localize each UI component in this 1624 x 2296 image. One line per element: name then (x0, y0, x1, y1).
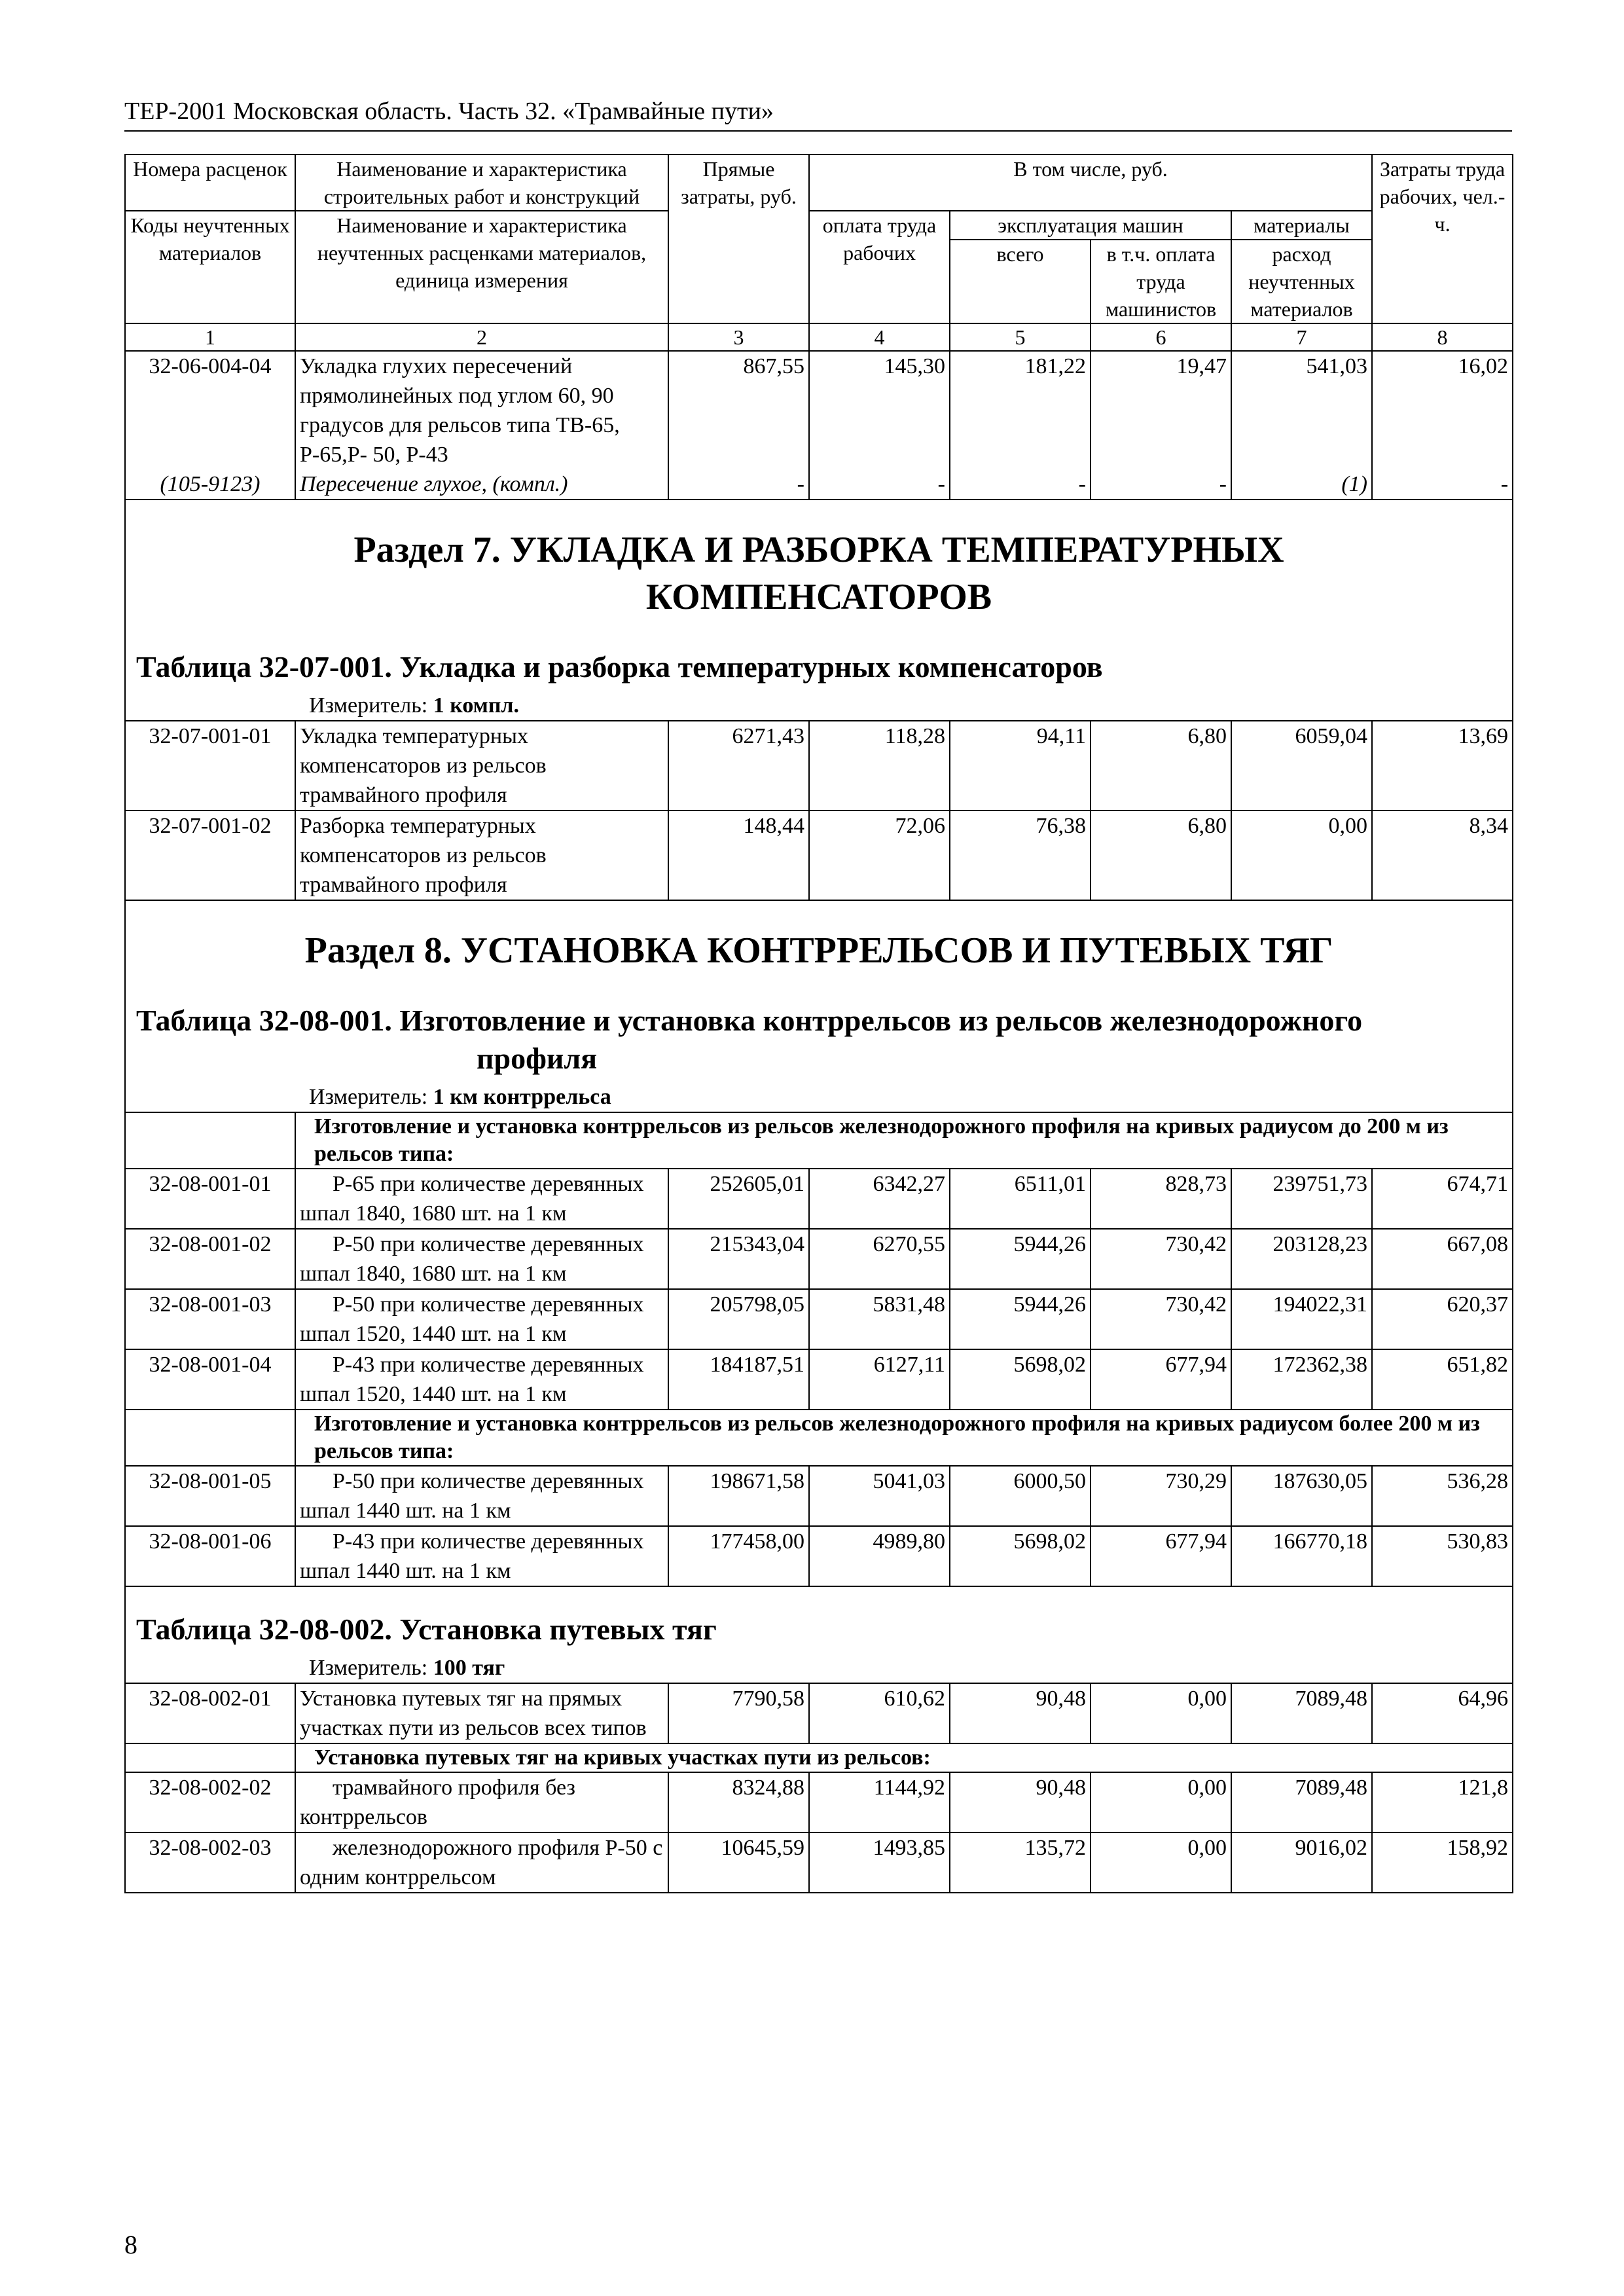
cell-labor-hours: 620,37 (1372, 1289, 1513, 1349)
col-number: 8 (1372, 323, 1513, 351)
material-name: Пересечение глухое, (компл.) (295, 469, 668, 500)
cell-direct-cost: 148,44 (668, 811, 809, 900)
table-32-08-002-title: Таблица 32-08-002. Установка путевых тяг (136, 1613, 717, 1646)
cell-labor-hours: 8,34 (1372, 811, 1513, 900)
col-number: 7 (1231, 323, 1372, 351)
row-name (295, 1832, 668, 1893)
cell-labor-pay: 6270,55 (809, 1229, 950, 1289)
row-name-text: Р-43 при количестве деревянных шпал 1520, 1440 шт. на 1 км (300, 1353, 644, 1406)
cell-direct-cost: - (668, 469, 809, 500)
col6-header: в т.ч. оплата труда машинистов (1091, 240, 1231, 323)
cell-materials: 172362,38 (1231, 1349, 1372, 1410)
cell-materials: 239751,73 (1231, 1169, 1372, 1229)
row-name: Установка путевых тяг на прямых участках пути из рельсов всех типов (295, 1683, 668, 1743)
col1-top-header: Номера расценок (125, 155, 295, 211)
measure-value: 1 компл. (433, 693, 520, 718)
col2-top-header: Наименование и характеристика строительных работ и конструкций (295, 155, 668, 211)
cell-labor-hours: 121,8 (1372, 1772, 1513, 1832)
section-7-title (126, 500, 1512, 640)
cell-direct-cost: 8324,88 (668, 1772, 809, 1832)
cell-direct-cost: 7790,58 (668, 1683, 809, 1743)
table-row (125, 1289, 1513, 1349)
cell-labor-pay: 6127,11 (809, 1349, 950, 1410)
machines-header: эксплуатация машин (950, 211, 1231, 240)
cell-materials: 9016,02 (1231, 1832, 1372, 1893)
row-name (295, 1349, 668, 1410)
table-title-line2: профиля (477, 1042, 598, 1075)
cell-machinists-pay: 0,00 (1091, 1683, 1231, 1743)
header-divider (124, 130, 1512, 132)
row-name-text: железнодорожного профиля Р-50 с одним контррельсом (300, 1836, 663, 1889)
cell-materials: 6059,04 (1231, 721, 1372, 811)
cell-direct-cost: 867,55 (668, 351, 809, 469)
rates-table (124, 154, 1513, 1893)
table-32-08-001-title (126, 994, 1512, 1083)
cell-machinists-pay: 6,80 (1091, 721, 1231, 811)
cell-labor-hours: 64,96 (1372, 1683, 1513, 1743)
cell-materials: 7089,48 (1231, 1772, 1372, 1832)
incl-header: В том числе, руб. (809, 155, 1372, 211)
page-header: ТЕР-2001 Московская область. Часть 32. «Трамвайные пути» (124, 98, 774, 125)
table-row (125, 1832, 1513, 1893)
col-number: 5 (950, 323, 1091, 351)
cell-machinists-pay: 0,00 (1091, 1832, 1231, 1893)
cell-direct-cost: 252605,01 (668, 1169, 809, 1229)
cell-machines-total: 5698,02 (950, 1526, 1091, 1586)
cell-machines-total: 5944,26 (950, 1229, 1091, 1289)
cell-labor-hours: 667,08 (1372, 1229, 1513, 1289)
row-name: Разборка температурных компенсаторов из рельсов трамвайного профиля (295, 811, 668, 900)
row-name (295, 1229, 668, 1289)
row-code: 32-08-001-02 (125, 1229, 295, 1289)
row-code: 32-08-002-01 (125, 1683, 295, 1743)
cell-labor-pay: - (809, 469, 950, 500)
cell-materials: (1) (1231, 469, 1372, 500)
row-name (295, 1772, 668, 1832)
table-row (125, 1349, 1513, 1410)
measure-unit (126, 691, 1512, 720)
row-name-text: Р-50 при количестве деревянных шпал 1440 шт. на 1 км (300, 1469, 644, 1523)
section-7-title-line1: Раздел 7. УКЛАДКА И РАЗБОРКА ТЕМПЕРАТУРНЫХ (353, 530, 1284, 570)
col-number: 3 (668, 323, 809, 351)
cell-machines-total: 5944,26 (950, 1289, 1091, 1349)
cell-materials: 194022,31 (1231, 1289, 1372, 1349)
row-code: 32-08-001-06 (125, 1526, 295, 1586)
cell-materials: 187630,05 (1231, 1466, 1372, 1526)
cell-machines-total: 135,72 (950, 1832, 1091, 1893)
measure-unit (126, 1083, 1512, 1112)
table-row (125, 811, 1513, 900)
cell-labor-pay: 118,28 (809, 721, 950, 811)
group-heading: Изготовление и установка контррельсов из рельсов железнодорожного профиля на кривых радиусом более 200 м из рельсов типа: (295, 1410, 1513, 1466)
page-number: 8 (124, 2230, 137, 2259)
cell-materials: 203128,23 (1231, 1229, 1372, 1289)
measure-label: Измеритель: (309, 1656, 428, 1680)
table-row (125, 1229, 1513, 1289)
cell-machinists-pay: 19,47 (1091, 351, 1231, 469)
table-32-07-001-title: Таблица 32-07-001. Укладка и разборка температурных компенсаторов (136, 650, 1103, 683)
cell-machines-total: 5698,02 (950, 1349, 1091, 1410)
cell-machinists-pay: - (1091, 469, 1231, 500)
cell-materials: 0,00 (1231, 811, 1372, 900)
cell-machinists-pay: 0,00 (1091, 1772, 1231, 1832)
cell-labor-pay: 4989,80 (809, 1526, 950, 1586)
col1-bottom-header: Коды неучтенных материалов (125, 211, 295, 323)
cell-labor-pay: 1144,92 (809, 1772, 950, 1832)
col-number: 6 (1091, 323, 1231, 351)
cell-direct-cost: 205798,05 (668, 1289, 809, 1349)
cell-direct-cost: 6271,43 (668, 721, 809, 811)
material-code: (105-9123) (125, 469, 295, 500)
cell-labor-hours: 13,69 (1372, 721, 1513, 811)
row-name: Укладка глухих пересечений прямолинейных под углом 60, 90 градусов для рельсов типа ТВ-65, Р-65,Р- 50, Р-43 (295, 351, 668, 469)
cell-machinists-pay: 730,42 (1091, 1229, 1231, 1289)
cell-labor-pay: 5041,03 (809, 1466, 950, 1526)
measure-label: Измеритель: (309, 693, 428, 718)
row-name: Укладка температурных компенсаторов из рельсов трамвайного профиля (295, 721, 668, 811)
row-code: 32-08-001-05 (125, 1466, 295, 1526)
cell-direct-cost: 215343,04 (668, 1229, 809, 1289)
cell-labor-hours: 651,82 (1372, 1349, 1513, 1410)
cell-machines-total: 76,38 (950, 811, 1091, 900)
col8-header: Затраты труда рабочих, чел.-ч. (1372, 155, 1513, 323)
table-row (125, 1683, 1513, 1743)
cell-labor-pay: 72,06 (809, 811, 950, 900)
cell-machinists-pay: 730,42 (1091, 1289, 1231, 1349)
row-name-text: Р-43 при количестве деревянных шпал 1440 шт. на 1 км (300, 1529, 644, 1583)
table-row (125, 721, 1513, 811)
row-code: 32-07-001-02 (125, 811, 295, 900)
section-7-title-line2: КОМПЕНСАТОРОВ (645, 577, 992, 617)
table-row (125, 1169, 1513, 1229)
cell-labor-hours: 16,02 (1372, 351, 1513, 469)
table-row (125, 351, 1513, 469)
cell-machinists-pay: 677,94 (1091, 1526, 1231, 1586)
group-heading: Изготовление и установка контррельсов из рельсов железнодорожного профиля на кривых радиусом до 200 м из рельсов типа: (295, 1112, 1513, 1169)
row-name-text: Р-50 при количестве деревянных шпал 1520, 1440 шт. на 1 км (300, 1292, 644, 1346)
cell-labor-pay: 145,30 (809, 351, 950, 469)
table-row (125, 1772, 1513, 1832)
cell-materials: 166770,18 (1231, 1526, 1372, 1586)
row-name-text: трамвайного профиля без контррельсов (300, 1776, 575, 1829)
col2-bottom-header: Наименование и характеристика неучтенных расценками материалов, единица измерения (295, 211, 668, 323)
cell-machinists-pay: 828,73 (1091, 1169, 1231, 1229)
row-name-text: Р-50 при количестве деревянных шпал 1840, 1680 шт. на 1 км (300, 1232, 644, 1286)
cell-machines-total: 90,48 (950, 1683, 1091, 1743)
cell-machines-total: 94,11 (950, 721, 1091, 811)
cell-labor-pay: 6342,27 (809, 1169, 950, 1229)
section-8-title: Раздел 8. УСТАНОВКА КОНТРРЕЛЬСОВ И ПУТЕВЫХ ТЯГ (304, 930, 1333, 971)
materials-header: материалы (1231, 211, 1372, 240)
group-heading: Установка путевых тяг на кривых участках пути из рельсов: (295, 1743, 1513, 1772)
cell-labor-hours: 674,71 (1372, 1169, 1513, 1229)
row-name (295, 1466, 668, 1526)
cell-machines-total: 6511,01 (950, 1169, 1091, 1229)
cell-machines-total: - (950, 469, 1091, 500)
col-number: 4 (809, 323, 950, 351)
row-name-text: Р-65 при количестве деревянных шпал 1840, 1680 шт. на 1 км (300, 1172, 644, 1226)
row-code: 32-08-002-03 (125, 1832, 295, 1893)
cell-direct-cost: 198671,58 (668, 1466, 809, 1526)
row-name (295, 1526, 668, 1586)
row-name (295, 1289, 668, 1349)
col-number: 1 (125, 323, 295, 351)
col-number: 2 (295, 323, 668, 351)
table-row (125, 1526, 1513, 1586)
col4-header: оплата труда рабочих (809, 211, 950, 323)
cell-direct-cost: 10645,59 (668, 1832, 809, 1893)
row-code: 32-07-001-01 (125, 721, 295, 811)
cell-machinists-pay: 677,94 (1091, 1349, 1231, 1410)
measure-label: Измеритель: (309, 1085, 428, 1109)
table-title-line1: Таблица 32-08-001. Изготовление и установка контррельсов из рельсов железнодорожного (136, 1004, 1363, 1037)
cell-materials: 541,03 (1231, 351, 1372, 469)
col3-header: Прямые затраты, руб. (668, 155, 809, 323)
cell-direct-cost: 184187,51 (668, 1349, 809, 1410)
row-code: 32-08-001-01 (125, 1169, 295, 1229)
measure-value: 100 тяг (433, 1656, 505, 1680)
cell-labor-hours: 158,92 (1372, 1832, 1513, 1893)
cell-machines-total: 6000,50 (950, 1466, 1091, 1526)
row-name (295, 1169, 668, 1229)
row-code: 32-08-001-04 (125, 1349, 295, 1410)
cell-machines-total: 90,48 (950, 1772, 1091, 1832)
cell-labor-hours: 536,28 (1372, 1466, 1513, 1526)
cell-labor-hours: - (1372, 469, 1513, 500)
cell-labor-pay: 610,62 (809, 1683, 950, 1743)
row-code: 32-08-001-03 (125, 1289, 295, 1349)
measure-value: 1 км контррельса (433, 1085, 611, 1109)
col7-header: расход неучтенных материалов (1231, 240, 1372, 323)
cell-labor-hours: 530,83 (1372, 1526, 1513, 1586)
measure-unit (126, 1654, 1512, 1683)
col5-header: всего (950, 240, 1091, 323)
cell-materials: 7089,48 (1231, 1683, 1372, 1743)
cell-machines-total: 181,22 (950, 351, 1091, 469)
table-row (125, 469, 1513, 500)
cell-labor-pay: 5831,48 (809, 1289, 950, 1349)
cell-machinists-pay: 6,80 (1091, 811, 1231, 900)
row-code: 32-06-004-04 (125, 351, 295, 469)
cell-machinists-pay: 730,29 (1091, 1466, 1231, 1526)
row-code: 32-08-002-02 (125, 1772, 295, 1832)
cell-direct-cost: 177458,00 (668, 1526, 809, 1586)
cell-labor-pay: 1493,85 (809, 1832, 950, 1893)
table-row (125, 1466, 1513, 1526)
